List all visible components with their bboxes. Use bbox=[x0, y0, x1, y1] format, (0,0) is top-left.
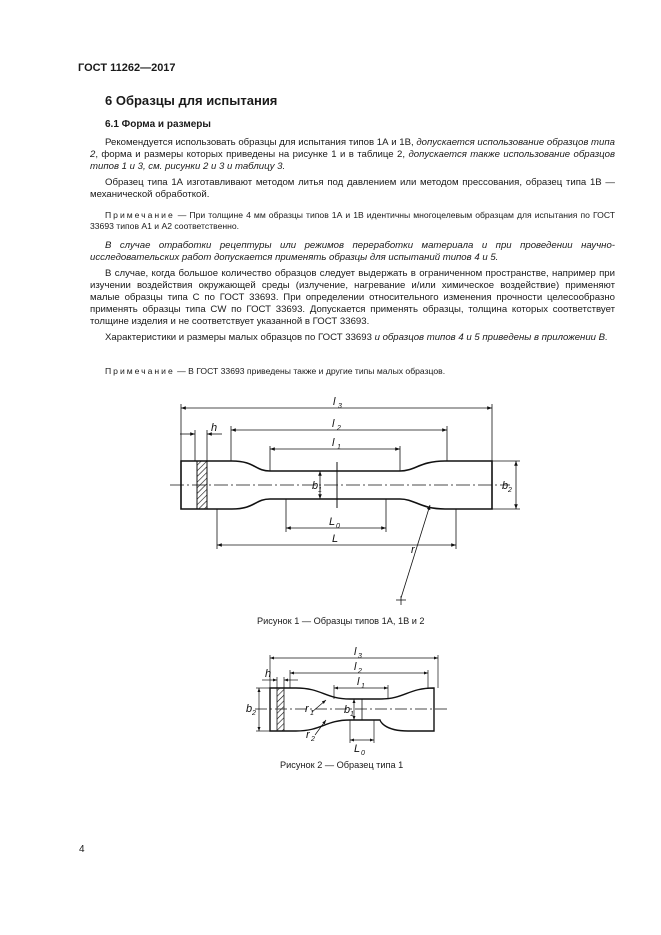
p4-text: В случае, когда большое количество образцов следует выдержать в ограниченном пространстве, например при изучении воздействия окружающей среды (излучение, нагревание и/или химическое воздействие) применяют малые образцы типа С по ГОСТ 33693. При определении относительного изменения прочности целесообразно применять образцы типа CW по ГОСТ 33693. Допускается применять образцы, толщина которых соответствует толщине изделия и не соответствует указанной в ГОСТ 33693. bbox=[90, 268, 615, 327]
label2-r2-sub: 2 bbox=[311, 736, 315, 743]
subsection-title: 6.1 Форма и размеры bbox=[105, 119, 211, 130]
label2-b1: b bbox=[344, 704, 351, 716]
label-l2: l bbox=[332, 418, 335, 430]
figure-2-caption: Рисунок 2 — Образец типа 1 bbox=[280, 760, 404, 770]
label2-l3: l bbox=[354, 646, 357, 658]
label-h: h bbox=[211, 422, 218, 434]
p1-text-b: допускается использование образцов типа 2 bbox=[90, 137, 615, 160]
label-l2-sub: 2 bbox=[337, 425, 341, 432]
p1-text-a: Рекомендуется использовать образцы для испытания типов 1А и 1В, bbox=[105, 137, 417, 148]
label2-b2: b bbox=[246, 703, 253, 715]
dimension-labels-1 bbox=[211, 396, 512, 556]
note1-text: — При толщине 4 мм образцы типов 1А и 1В идентичны многоцелевым образцам для испытания по ГОСТ 33693 типов А1 и А2 соответственно. bbox=[90, 210, 615, 231]
figure-1-caption: Рисунок 1 — Образцы типов 1А, 1В и 2 bbox=[257, 616, 425, 626]
dimension-labels-2 bbox=[246, 646, 365, 757]
note1-label: Примечание bbox=[105, 210, 175, 220]
label2-r1: r bbox=[305, 703, 309, 715]
section-title: 6 Образцы для испытания bbox=[105, 93, 278, 108]
p2-text: Образец типа 1А изготавливают методом литья под давлением или методом прессования, образец типа 1В — механической обработкой. bbox=[90, 177, 615, 200]
label2-L0-sub: 0 bbox=[361, 750, 365, 757]
grip-hatch-2 bbox=[277, 688, 284, 731]
label-L: L bbox=[332, 533, 339, 545]
label-l1: l bbox=[332, 437, 335, 449]
document-code: ГОСТ 11262—2017 bbox=[78, 62, 176, 74]
p5-text-b: и образцов типов 4 и 5 приведены в приложении В. bbox=[374, 332, 608, 343]
label-r: r bbox=[411, 544, 415, 556]
label-L0: L bbox=[329, 516, 336, 528]
specimen-2-outline bbox=[270, 688, 434, 731]
label2-l1: l bbox=[357, 676, 360, 688]
label2-L0: L bbox=[354, 743, 361, 755]
note2-label: Примечание bbox=[105, 366, 175, 376]
label2-l2: l bbox=[354, 661, 357, 673]
label-l3-sub: 3 bbox=[338, 403, 342, 410]
label2-b1-sub: 1 bbox=[350, 711, 354, 718]
label-b2-sub: 2 bbox=[508, 487, 512, 494]
page-number: 4 bbox=[79, 844, 85, 855]
label-l1-sub: 1 bbox=[337, 444, 341, 451]
p1-text-d: допускается также использование образцов типов 1 и 3, см. рисунки 2 и 3 и таблицу 3. bbox=[90, 149, 615, 172]
dimension-lines-1 bbox=[180, 404, 520, 605]
label2-r1-sub: 1 bbox=[310, 710, 314, 717]
label2-h: h bbox=[265, 668, 272, 680]
label-l3: l bbox=[333, 396, 336, 408]
label-b2: b bbox=[502, 480, 509, 492]
p1-text-c: , форма и размеры которых приведены на рисунке 1 и в таблице 2, bbox=[95, 149, 409, 160]
label-b1-sub: 1 bbox=[318, 487, 322, 494]
label2-b2-sub: 2 bbox=[252, 710, 256, 717]
p3-text: В случае отработки рецептуры или режимов переработки материала и при проведении научно-исследовательских работ допускается применять образцы для испытаний типов 4 и 5. bbox=[90, 240, 615, 263]
p5-text-a: Характеристики и размеры малых образцов по ГОСТ 33693 bbox=[105, 332, 375, 343]
label2-l1-sub: 1 bbox=[361, 683, 365, 690]
label-b1: b bbox=[312, 480, 319, 492]
label2-l3-sub: 3 bbox=[358, 653, 362, 660]
label-L0-sub: 0 bbox=[336, 523, 340, 530]
note2-text: — В ГОСТ 33693 приведены также и другие типы малых образцов. bbox=[174, 366, 446, 376]
label2-l2-sub: 2 bbox=[358, 668, 362, 675]
label2-r2: r bbox=[306, 729, 310, 741]
